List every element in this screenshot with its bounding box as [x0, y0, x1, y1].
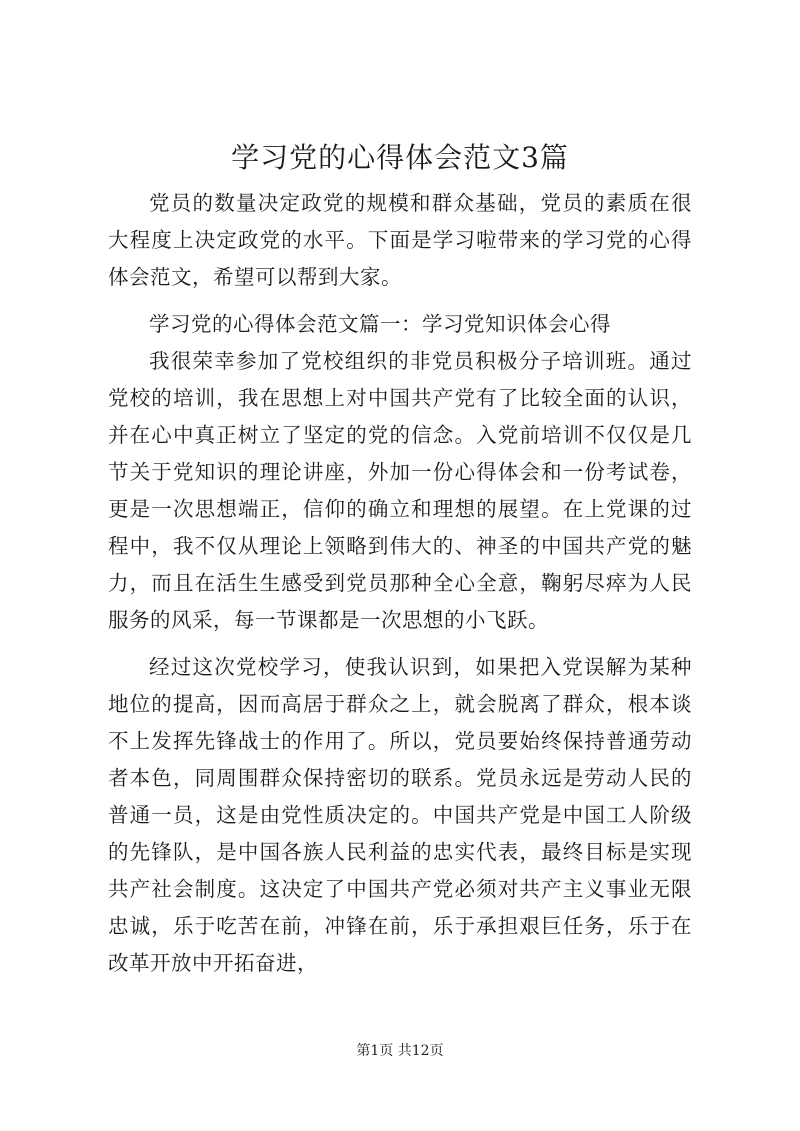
paragraph-intro: 党员的数量决定政党的规模和群众基础，党员的素质在很大程度上决定政党的水平。下面是学习啦带来的学习党的心得体会范文，希望可以帮到大家。: [108, 191, 692, 289]
page-number-footer: 第1页 共12页: [356, 1043, 444, 1059]
document-body: [108, 185, 692, 982]
paragraph-body-2: 经过这次党校学习，使我认识到，如果把入党误解为某种地位的提高，因而高居于群众之上，就会脱离了群众，根本谈不上发挥先锋战士的作用了。所以，党员要始终保持普通劳动者本色，同周围群众保持密切的联系。党员永远是劳动人民的普通一员，这是由党性质决定的。中国共产党是中国工人阶级的先锋队，是中国各族人民利益的忠实代表，最终目标是实现共产社会制度。这决定了中国共产党必须对共产主义事业无限忠诚，乐于吃苦在前，冲锋在前，乐于承担艰巨任务，乐于在改革开放中开拓奋进，: [108, 655, 692, 975]
paragraph-section-heading: 学习党的心得体会范文篇一：学习党知识体会心得: [149, 312, 611, 336]
paragraph-body-1: 我很荣幸参加了党校组织的非党员积极分子培训班。通过党校的培训，我在思想上对中国共产党有了比较全面的认识，并在心中真正树立了坚定的党的信念。入党前培训不仅仅是几节关于党知识的理论讲座，外加一份心得体会和一份考试卷，更是一次思想端正，信仰的确立和理想的展望。在上党课的过程中，我不仅从理论上领略到伟大的、神圣的中国共产党的魅力，而且在活生生感受到党员那种全心全意，鞠躬尽瘁为人民服务的风采，每一节课都是一次思想的小飞跃。: [108, 349, 692, 632]
document-title: 学习党的心得体会范文3篇: [231, 141, 569, 174]
